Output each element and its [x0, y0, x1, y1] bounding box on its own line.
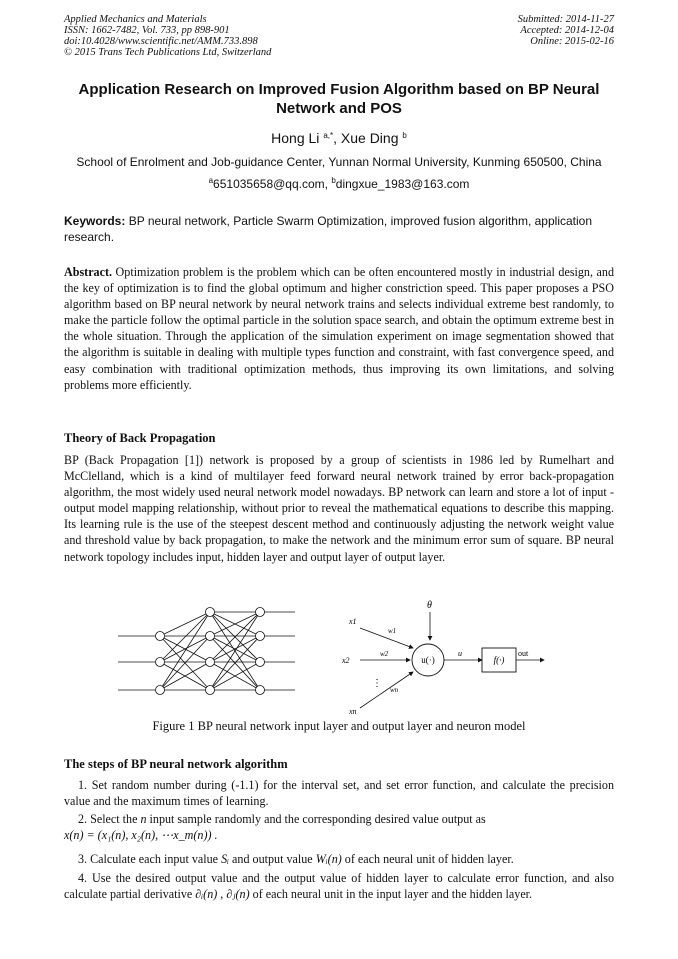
emails [0, 176, 678, 191]
journal-metadata [64, 14, 271, 58]
figure-caption: Figure 1 BP neural network input layer and output layer and neuron model [152, 719, 526, 733]
step-2-eq: x(n) = (x₁(n), x₂(n), ⋯x_m(n)) . [64, 828, 218, 842]
step-3 [64, 852, 614, 868]
activation-label: f(·) [493, 655, 505, 665]
journal-doi: doi:10.4028/www.scientific.net/AMM.733.898 [64, 36, 258, 47]
wn-label: wn [390, 686, 399, 694]
neuron-sum-label: u(·) [421, 655, 435, 665]
section-theory-paragraph: BP (Back Propagation [1]) network is proposed by a group of scientists in 1986 led by Rumelhart and McClelland, which is a kind of multilayer feed forward neural network trained by error back-propagation algorithm, the most widely used neural network model nowadays. BP network can learn and store a lot of input - output model mapping relationship, without prior to reveal the mathematical equations to describe this mapping. Its learning rule is the use of the steepest descent method and continuously adjusting the network weight value and threshold value by back propagation, to make the network and the minimum error sum of square. BP neural network topology includes input, hidden layer and output layer of output layer. [64, 453, 614, 564]
u-label: u [458, 649, 462, 658]
w1-label: w1 [388, 627, 397, 635]
author-1: Hong Li [271, 130, 320, 146]
connection-edge [160, 612, 210, 662]
email-1-sup: a [208, 176, 214, 185]
email-2: dingxue_1983@163.com [335, 177, 470, 191]
input-node [156, 632, 165, 641]
output-node [256, 608, 265, 617]
input-node [156, 658, 165, 667]
author-2-sup: b [402, 131, 407, 140]
step-2-equation [64, 828, 614, 844]
x2-label: x2 [342, 656, 350, 665]
affiliation: School of Enrolment and Job-guidance Center, Yunnan Normal University, Kunming 650500, China [76, 155, 602, 169]
journal-name: Applied Mechanics and Materials [64, 14, 207, 25]
keywords-label: Keywords: [64, 214, 126, 228]
step-3-text-a: 3. Calculate each input value [78, 852, 222, 866]
section-heading-steps: The steps of BP neural network algorithm [64, 757, 288, 771]
output-node [256, 686, 265, 695]
input-node [156, 686, 165, 695]
hidden-node [206, 632, 215, 641]
abstract-text: Optimization problem is the problem which can be often encountered mostly in industrial design, and the key of optimization is to find the global optimum and higher constriction speed. This paper proposes a PSO algorithm based on BP neural network by neural network trains and selects individual extreme best randomly, to make the particle follow the optimal particle in the solution space search, and obtain the optimum extreme best in the whole situation. Through the application of the simulation experiment on image segmentation showed that the algorithm is suitable in dealing with multiple types function and constraint, with fast convergence speed, and easy combination with traditional optimization methods, thus improving its own limitations, and solving problems more efficiently. [64, 265, 614, 392]
author-2: Xue Ding [340, 130, 399, 146]
keywords [64, 213, 614, 245]
step-4-d1: ∂ᵢ(n) [195, 886, 218, 901]
keywords-text: BP neural network, Particle Swarm Optimization, improved fusion algorithm, application research. [64, 214, 593, 244]
section-heading-theory: Theory of Back Propagation [64, 431, 216, 445]
author-separator: , [333, 130, 341, 146]
journal-copyright: © 2015 Trans Tech Publications Ltd, Switzerland [64, 47, 272, 58]
step-4-text-b: of each neural unit in the input layer and the hidden layer. [249, 886, 533, 901]
step-1: 1. Set random number during (-1.1) for the interval set, and set error function, and calculate the precision value and the maximum times of learning. [64, 778, 614, 808]
accepted-date: Accepted: 2014-12-04 [520, 25, 614, 36]
step-4-sep: , [217, 886, 227, 901]
abstract [64, 264, 614, 393]
step-3-text-c: of each neural unit of hidden layer. [341, 852, 514, 866]
xn-arrow [360, 672, 413, 708]
paper-title: Application Research on Improved Fusion Algorithm based on BP Neural Network and POS [78, 81, 600, 117]
step-2-text-a: 2. Select the [78, 812, 141, 826]
out-label: out [518, 649, 529, 658]
journal-issn: ISSN: 1662-7482, Vol. 733, pp 898-901 [64, 25, 230, 36]
hidden-node [206, 608, 215, 617]
email-1: 651035658@qq.com, [213, 177, 332, 191]
output-node [256, 632, 265, 641]
network-topology-diagram [118, 608, 295, 695]
submitted-date: Submitted: 2014-11-27 [517, 14, 614, 25]
step-4-text-a: 4. Use the desired output value and the output value of hidden layer to calculate error function, and also calculate partial derivative [64, 871, 614, 901]
output-node [256, 658, 265, 667]
step-2-text-b: input sample randomly and the corresponding desired value output as [146, 812, 486, 826]
inputs-ellipsis: ⋮ [372, 678, 382, 689]
step-2 [64, 812, 614, 828]
xn-label: xn [349, 707, 357, 716]
figure-bp-network [110, 590, 550, 718]
neuron-model-diagram [341, 600, 544, 716]
submission-dates [518, 14, 614, 47]
step-2-n: n [140, 812, 147, 826]
hidden-node [206, 686, 215, 695]
hidden-node [206, 658, 215, 667]
x1-label: x1 [349, 617, 357, 626]
x1-arrow [360, 628, 413, 648]
w2-label: w2 [380, 650, 389, 658]
step-3-text-b: and output value [229, 852, 316, 866]
step-4 [64, 871, 614, 902]
online-date: Online: 2015-02-16 [530, 36, 614, 47]
email-2-sup: b [331, 176, 336, 185]
abstract-label: Abstract. [64, 265, 113, 279]
authors [0, 130, 678, 146]
author-1-sup: a,* [323, 131, 334, 140]
step-3-w: Wᵢ(n) [315, 852, 342, 866]
step-3-s: Sᵢ [221, 852, 230, 866]
theta-label: θ [427, 600, 432, 611]
step-4-d2: ∂ⱼ(n) [226, 886, 250, 901]
